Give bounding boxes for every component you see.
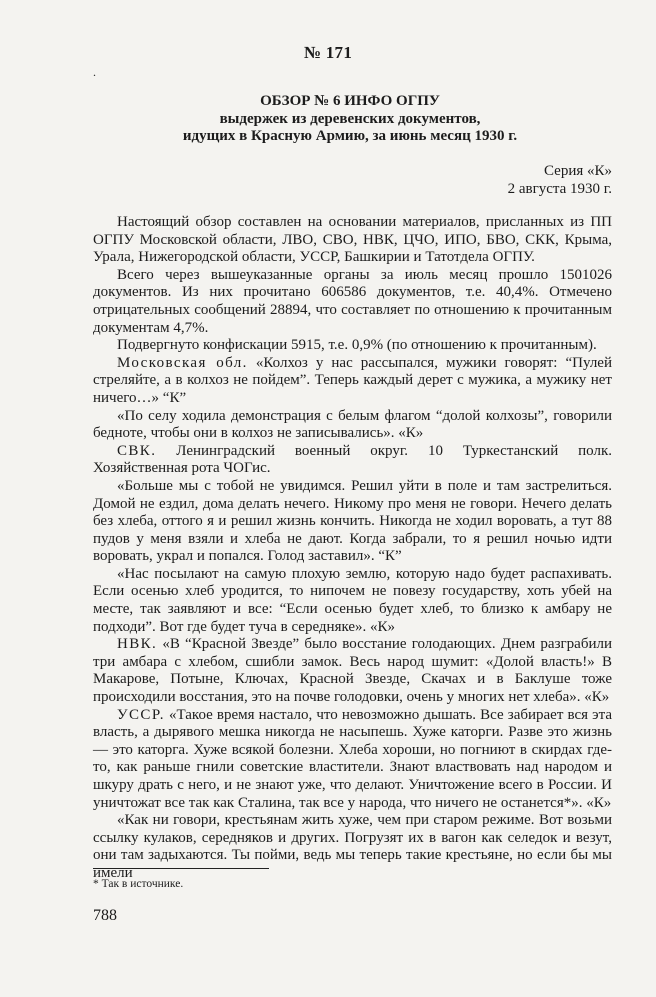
- region-label: УССР.: [117, 706, 165, 723]
- region-label: НВК.: [117, 636, 158, 653]
- margin-mark: .: [93, 65, 96, 79]
- document-date: 2 августа 1930 г.: [507, 181, 612, 197]
- series-block: [508, 162, 612, 198]
- region-label: СВК.: [117, 442, 157, 459]
- paragraph-text: «Как ни говори, крестьянам жить хуже, чем при старом режиме. Вот возьми ссылку кулаков, середняков и других. Погрузят их в вагон как селедок и везут, они там задыхаются. Ты пойми, ведь мы теперь такие крестьяне, но если бы мы имели: [93, 812, 612, 881]
- document-body: [93, 214, 612, 883]
- heading-line-1: ОБЗОР № 6 ИНФО ОГПУ: [260, 93, 440, 109]
- paragraph-text: «В “Красной Звезде” было восстание голодающих. Днем разграбили три амбара с хлебом, сшибли замок. Весь народ шумит: «Долой власть!» В Макарове, Потыне, Ключах, Красной Звезде, Скачах и в Баклуше тоже происходили восстания, это на почве голодовки, очень у многих нет хлеба». «К»: [93, 636, 612, 706]
- document-number: № 171: [303, 43, 353, 62]
- document-heading: [90, 93, 610, 146]
- paragraph: [93, 707, 612, 813]
- paragraph-text: Всего через вышеуказанные органы за июль месяц прошло 1501026 документов. Из них прочитано 606586 документов, т.е. 40,4%. Отмечено отрицательных сообщений 28894, что составляет по отношению к прочитанным документам 4,7%.: [93, 266, 612, 336]
- region-label: Московская обл.: [117, 354, 248, 371]
- paragraph: [93, 636, 612, 706]
- paragraph-text: «Нас посылают на самую плохую землю, которую надо будет распахивать. Если осенью хлеб уродится, то нипочем не повезу государству, хоть убей на месте, так заявляют и все: “Если осенью будет хлеб, то близко к амбару не подходи”. Вот где будет туча в середняке». «К»: [93, 565, 612, 635]
- paragraph: [93, 566, 612, 636]
- heading-line-2: выдержек из деревенских документов,: [219, 110, 481, 127]
- paragraph: [93, 355, 612, 408]
- paragraph: [93, 214, 612, 267]
- paragraph: [93, 337, 612, 355]
- footnote-divider: [93, 868, 269, 869]
- paragraph: [93, 267, 612, 337]
- paragraph: [93, 812, 612, 882]
- footnote: * Так в источнике.: [93, 878, 184, 890]
- paragraph: [93, 478, 612, 566]
- paragraph-text: «Такое время настало, что невозможно дышать. Все забирает вся эта власть, а дырявого мешка никогда не насыпешь. Хуже каторги. Разве это жизнь — это каторга. Хуже всякой болезни. Хлеба хороши, но погниют в скирдах где-то, как раньше гнили советские властители. Знают властвовать над народом и шкуру драть с него, и не знают уже, что делают. Уничтожение всего в России. И уничтожат все так как Сталина, так все у народа, что ничего не останется*». «К»: [93, 706, 612, 811]
- series-label: Серия «К»: [543, 163, 612, 179]
- paragraph-text: Подвергнуто конфискации 5915, т.е. 0,9% (по отношению к прочитанным).: [117, 337, 597, 354]
- paragraph-text: Настоящий обзор составлен на основании материалов, присланных из ПП ОГПУ Московской области, ЛВО, СВО, НВК, ЦЧО, ИПО, БВО, СКК, Крыма, Урала, Нижегородской области, УССР, Башкирии и Татотдела ОГПУ.: [93, 214, 612, 266]
- page-number: 788: [93, 907, 117, 924]
- paragraph-text: «Больше мы с тобой не увидимся. Решил уйти в поле и там застрелиться. Домой не ездил, дома делать нечего. Никому про меня не говори. Нечего делать без хлеба, оттого я и решил жизнь кончить. Никогда не ходил воровать, а тут 88 пудов у меня взяли и хлеба не дают. Когда забрали, то я решил ночью идти воровать, украл и попался. Голод заставил». “К”: [93, 477, 612, 565]
- heading-line-3: идущих в Красную Армию, за июнь месяц 1930 г.: [182, 128, 518, 144]
- paragraph-text: «Колхоз у нас рассыпался, мужики говорят: “Пулей стреляйте, а в колхоз не пойдем”. Теперь каждый дерет с мужика, а мужику нет ничего…» “К”: [93, 354, 612, 406]
- paragraph-text: «По селу ходила демонстрация с белым флагом “долой колхозы”, говорили бедноте, чтобы они в колхоз не записывались». «К»: [93, 407, 612, 442]
- paragraph-text: Ленинградский военный округ. 10 Туркестанский полк. Хозяйственная рота ЧОГис.: [93, 442, 612, 477]
- paragraph: [93, 408, 612, 443]
- paragraph: [93, 443, 612, 478]
